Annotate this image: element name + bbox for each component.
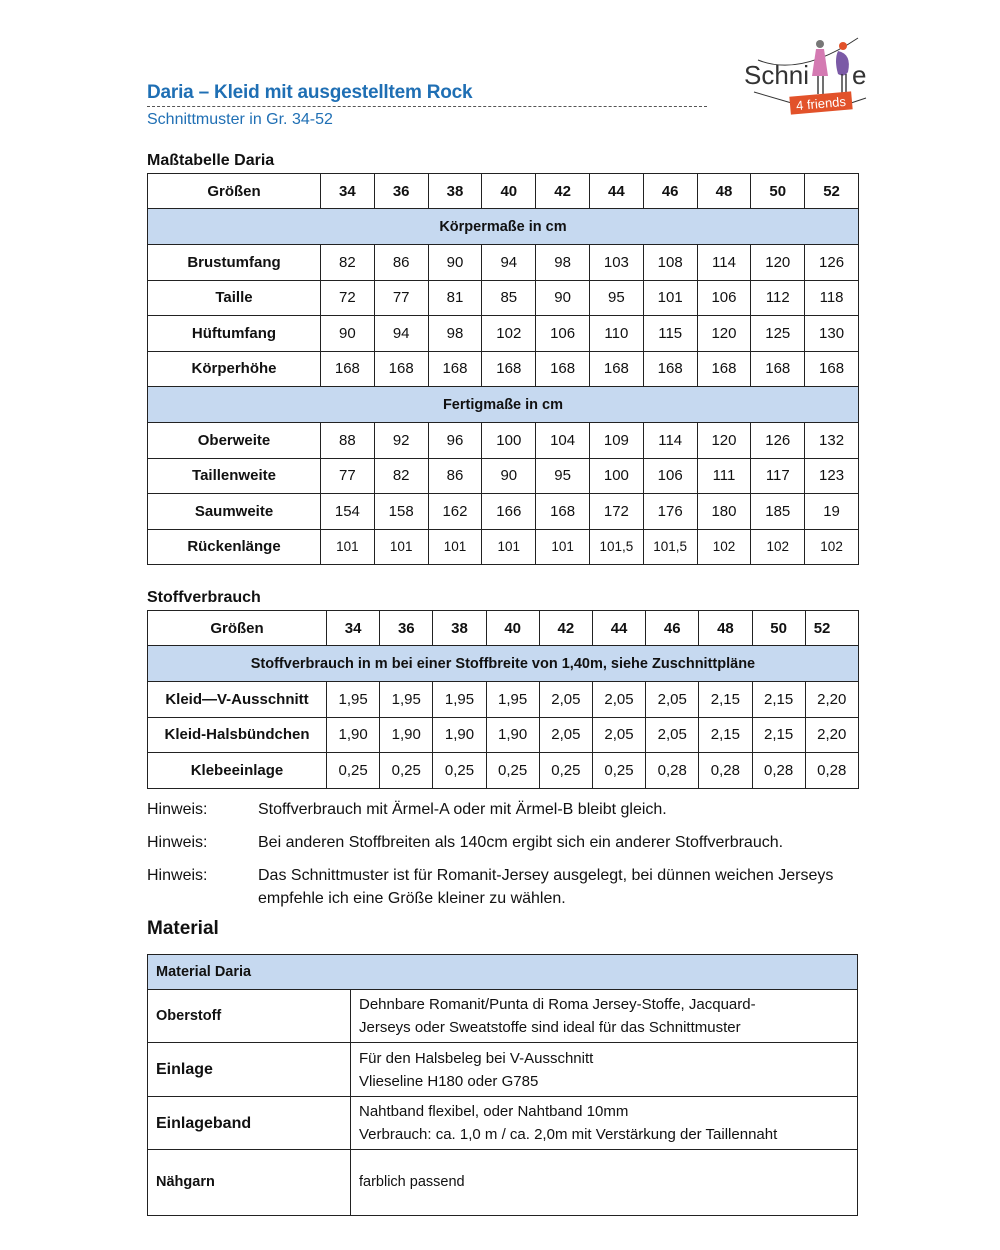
value-cell: 126 (751, 423, 805, 459)
size-cell: 44 (592, 611, 645, 646)
material-value (351, 1097, 858, 1150)
value-cell: 158 (374, 494, 428, 530)
value-cell: 90 (482, 458, 536, 494)
material-row (148, 1097, 858, 1150)
row-label: Kleid—V-Ausschnitt (148, 682, 327, 718)
value-cell: 111 (697, 458, 751, 494)
value-cell: 115 (643, 316, 697, 352)
value-cell: 0,28 (752, 753, 805, 789)
section-header: Körpermaße in cm (148, 209, 859, 245)
measure-table (147, 173, 859, 565)
value-cell: 102 (805, 529, 859, 565)
value-cell: 176 (643, 494, 697, 530)
value-cell: 82 (374, 458, 428, 494)
svg-text:Schni: Schni (744, 60, 810, 90)
material-row (148, 1150, 858, 1216)
material-value (351, 1150, 858, 1216)
value-cell: 1,95 (327, 682, 380, 718)
value-cell: 82 (321, 245, 375, 281)
value-cell: 0,25 (486, 753, 539, 789)
value-cell: 101 (482, 529, 536, 565)
table-row (148, 351, 859, 387)
value-cell: 103 (589, 245, 643, 281)
note-text: Bei anderen Stoffbreiten als 140cm ergibt sich ein anderer Stoffverbrauch. (258, 834, 784, 851)
value-cell: 2,05 (646, 682, 699, 718)
material-table-header: Material Daria (148, 955, 858, 990)
value-cell: 168 (482, 351, 536, 387)
table-row (148, 529, 859, 565)
value-cell: 114 (643, 423, 697, 459)
size-header-row (148, 174, 859, 209)
note-key: Hinweis: (147, 801, 208, 818)
value-cell: 2,05 (592, 717, 645, 753)
size-header-label: Größen (148, 611, 327, 646)
value-cell: 96 (428, 423, 482, 459)
title-divider (147, 106, 707, 107)
schnitte-4-friends-logo (740, 32, 870, 127)
value-cell: 90 (321, 316, 375, 352)
value-cell: 85 (482, 280, 536, 316)
value-cell: 2,15 (752, 682, 805, 718)
value-cell: 180 (697, 494, 751, 530)
notes-list (147, 798, 877, 920)
value-cell: 168 (536, 494, 590, 530)
material-line: Dehnbare Romanit/Punta di Roma Jersey-Stoffe, Jacquard- (359, 996, 756, 1013)
note-text: Stoffverbrauch mit Ärmel-A oder mit Ärmel-B bleibt gleich. (258, 801, 667, 818)
note-item (147, 831, 877, 854)
value-cell: 123 (805, 458, 859, 494)
size-cell: 50 (752, 611, 805, 646)
value-cell: 168 (805, 351, 859, 387)
value-cell: 95 (589, 280, 643, 316)
value-cell: 2,15 (752, 717, 805, 753)
value-cell: 101 (428, 529, 482, 565)
value-cell: 125 (751, 316, 805, 352)
value-cell: 2,15 (699, 717, 752, 753)
table-row (148, 682, 859, 718)
size-cell: 38 (428, 174, 482, 209)
value-cell: 2,05 (539, 717, 592, 753)
note-key: Hinweis: (147, 834, 208, 851)
measure-table-caption: Maßtabelle Daria (147, 152, 275, 169)
value-cell: 98 (428, 316, 482, 352)
size-cell: 40 (486, 611, 539, 646)
value-cell: 168 (589, 351, 643, 387)
size-header-label: Größen (148, 174, 321, 209)
table-row (148, 316, 859, 352)
row-label: Taille (148, 280, 321, 316)
size-cell: 44 (589, 174, 643, 209)
row-label: Taillenweite (148, 458, 321, 494)
section-header: Fertigmaße in cm (148, 387, 859, 423)
value-cell: 0,25 (380, 753, 433, 789)
material-line: farblich passend (359, 1174, 465, 1190)
value-cell: 101 (374, 529, 428, 565)
value-cell: 86 (428, 458, 482, 494)
value-cell: 168 (428, 351, 482, 387)
fabric-consumption-table (147, 610, 859, 789)
size-cell: 36 (374, 174, 428, 209)
material-label: Einlage (148, 1043, 351, 1097)
value-cell: 1,90 (433, 717, 486, 753)
size-cell: 46 (646, 611, 699, 646)
row-label: Kleid-Halsbündchen (148, 717, 327, 753)
value-cell: 0,28 (805, 753, 858, 789)
value-cell: 90 (536, 280, 590, 316)
note-item (147, 864, 877, 910)
table-row (148, 245, 859, 281)
row-label: Saumweite (148, 494, 321, 530)
value-cell: 1,90 (380, 717, 433, 753)
value-cell: 102 (697, 529, 751, 565)
size-cell: 42 (536, 174, 590, 209)
value-cell: 109 (589, 423, 643, 459)
value-cell: 106 (643, 458, 697, 494)
table-row (148, 280, 859, 316)
value-cell: 154 (321, 494, 375, 530)
value-cell: 101,5 (589, 529, 643, 565)
material-table (147, 954, 858, 1216)
value-cell: 106 (536, 316, 590, 352)
value-cell: 110 (589, 316, 643, 352)
table-row (148, 458, 859, 494)
value-cell: 172 (589, 494, 643, 530)
size-cell: 46 (643, 174, 697, 209)
value-cell: 166 (482, 494, 536, 530)
value-cell: 185 (751, 494, 805, 530)
fabric-table-caption: Stoffverbrauch (147, 589, 261, 606)
value-cell: 0,28 (699, 753, 752, 789)
value-cell: 101 (536, 529, 590, 565)
material-header-row (148, 955, 858, 990)
value-cell: 94 (482, 245, 536, 281)
note-key: Hinweis: (147, 867, 208, 884)
value-cell: 132 (805, 423, 859, 459)
value-cell: 168 (321, 351, 375, 387)
size-cell: 48 (699, 611, 752, 646)
value-cell: 1,95 (380, 682, 433, 718)
value-cell: 0,25 (539, 753, 592, 789)
value-cell: 2,20 (805, 682, 858, 718)
value-cell: 0,28 (646, 753, 699, 789)
size-cell: 50 (751, 174, 805, 209)
section-header: Stoffverbrauch in m bei einer Stoffbreite von 1,40m, siehe Zuschnittpläne (148, 646, 859, 682)
value-cell: 1,90 (327, 717, 380, 753)
value-cell: 130 (805, 316, 859, 352)
value-cell: 101,5 (643, 529, 697, 565)
row-label: Klebeeinlage (148, 753, 327, 789)
value-cell: 2,05 (539, 682, 592, 718)
row-label: Brustumfang (148, 245, 321, 281)
value-cell: 77 (374, 280, 428, 316)
value-cell: 90 (428, 245, 482, 281)
row-label: Oberweite (148, 423, 321, 459)
value-cell: 1,90 (486, 717, 539, 753)
table-row (148, 494, 859, 530)
material-value (351, 1043, 858, 1097)
body-measurements-band (148, 209, 859, 245)
material-label: Oberstoff (148, 990, 351, 1043)
material-label: Nähgarn (148, 1150, 351, 1216)
size-cell: 42 (539, 611, 592, 646)
material-label: Einlageband (148, 1097, 351, 1150)
value-cell: 92 (374, 423, 428, 459)
table-row (148, 423, 859, 459)
row-label: Hüftumfang (148, 316, 321, 352)
size-cell: 36 (380, 611, 433, 646)
material-line: Jerseys oder Sweatstoffe sind ideal für das Schnittmuster (359, 1019, 741, 1036)
value-cell: 104 (536, 423, 590, 459)
value-cell: 168 (697, 351, 751, 387)
value-cell: 108 (643, 245, 697, 281)
value-cell: 98 (536, 245, 590, 281)
value-cell: 100 (589, 458, 643, 494)
value-cell: 114 (697, 245, 751, 281)
value-cell: 2,05 (646, 717, 699, 753)
material-heading: Material (147, 918, 219, 939)
value-cell: 106 (697, 280, 751, 316)
material-row (148, 1043, 858, 1097)
size-cell: 52 (805, 611, 858, 646)
value-cell: 88 (321, 423, 375, 459)
material-line: Vlieseline H180 oder G785 (359, 1072, 539, 1090)
value-cell: 168 (643, 351, 697, 387)
material-value (351, 990, 858, 1043)
size-cell: 34 (327, 611, 380, 646)
table-row (148, 753, 859, 789)
svg-text:e: e (852, 60, 867, 90)
value-cell: 72 (321, 280, 375, 316)
value-cell: 0,25 (592, 753, 645, 789)
value-cell: 0,25 (327, 753, 380, 789)
value-cell: 1,95 (486, 682, 539, 718)
value-cell: 2,15 (699, 682, 752, 718)
value-cell: 2,05 (592, 682, 645, 718)
value-cell: 120 (697, 423, 751, 459)
material-row (148, 990, 858, 1043)
size-cell: 34 (321, 174, 375, 209)
material-line: Verbrauch: ca. 1,0 m / ca. 2,0m mit Verstärkung der Taillennaht (359, 1126, 778, 1143)
finished-measurements-band (148, 387, 859, 423)
value-cell: 168 (536, 351, 590, 387)
size-cell: 52 (805, 174, 859, 209)
value-cell: 2,20 (805, 717, 858, 753)
note-text: Das Schnittmuster ist für Romanit-Jersey ausgelegt, bei dünnen weichen Jerseys empfehle ich eine Größe kleiner zu wählen. (258, 867, 834, 907)
size-header-row (148, 611, 859, 646)
value-cell: 101 (643, 280, 697, 316)
value-cell: 1,95 (433, 682, 486, 718)
fabric-section-band (148, 646, 859, 682)
value-cell: 102 (482, 316, 536, 352)
value-cell: 0,25 (433, 753, 486, 789)
row-label: Rückenlänge (148, 529, 321, 565)
value-cell: 120 (751, 245, 805, 281)
value-cell: 101 (321, 529, 375, 565)
value-cell: 94 (374, 316, 428, 352)
size-cell: 38 (433, 611, 486, 646)
value-cell: 95 (536, 458, 590, 494)
value-cell: 168 (374, 351, 428, 387)
document-subtitle: Schnittmuster in Gr. 34-52 (147, 111, 333, 128)
document-title: Daria – Kleid mit ausgestelltem Rock (147, 82, 473, 103)
value-cell: 168 (751, 351, 805, 387)
size-cell: 48 (697, 174, 751, 209)
value-cell: 118 (805, 280, 859, 316)
value-cell: 120 (697, 316, 751, 352)
note-item (147, 798, 877, 821)
value-cell: 102 (751, 529, 805, 565)
value-cell: 100 (482, 423, 536, 459)
table-row (148, 717, 859, 753)
row-label: Körperhöhe (148, 351, 321, 387)
value-cell: 112 (751, 280, 805, 316)
value-cell: 117 (751, 458, 805, 494)
material-line: Für den Halsbeleg bei V-Ausschnitt (359, 1049, 594, 1067)
value-cell: 126 (805, 245, 859, 281)
material-line: Nahtband flexibel, oder Nahtband 10mm (359, 1103, 629, 1120)
value-cell: 19 (805, 494, 859, 530)
value-cell: 162 (428, 494, 482, 530)
value-cell: 81 (428, 280, 482, 316)
size-cell: 40 (482, 174, 536, 209)
value-cell: 77 (321, 458, 375, 494)
logo-graphic-icon (740, 32, 870, 127)
svg-text:4 friends: 4 friends (795, 93, 847, 114)
value-cell: 86 (374, 245, 428, 281)
